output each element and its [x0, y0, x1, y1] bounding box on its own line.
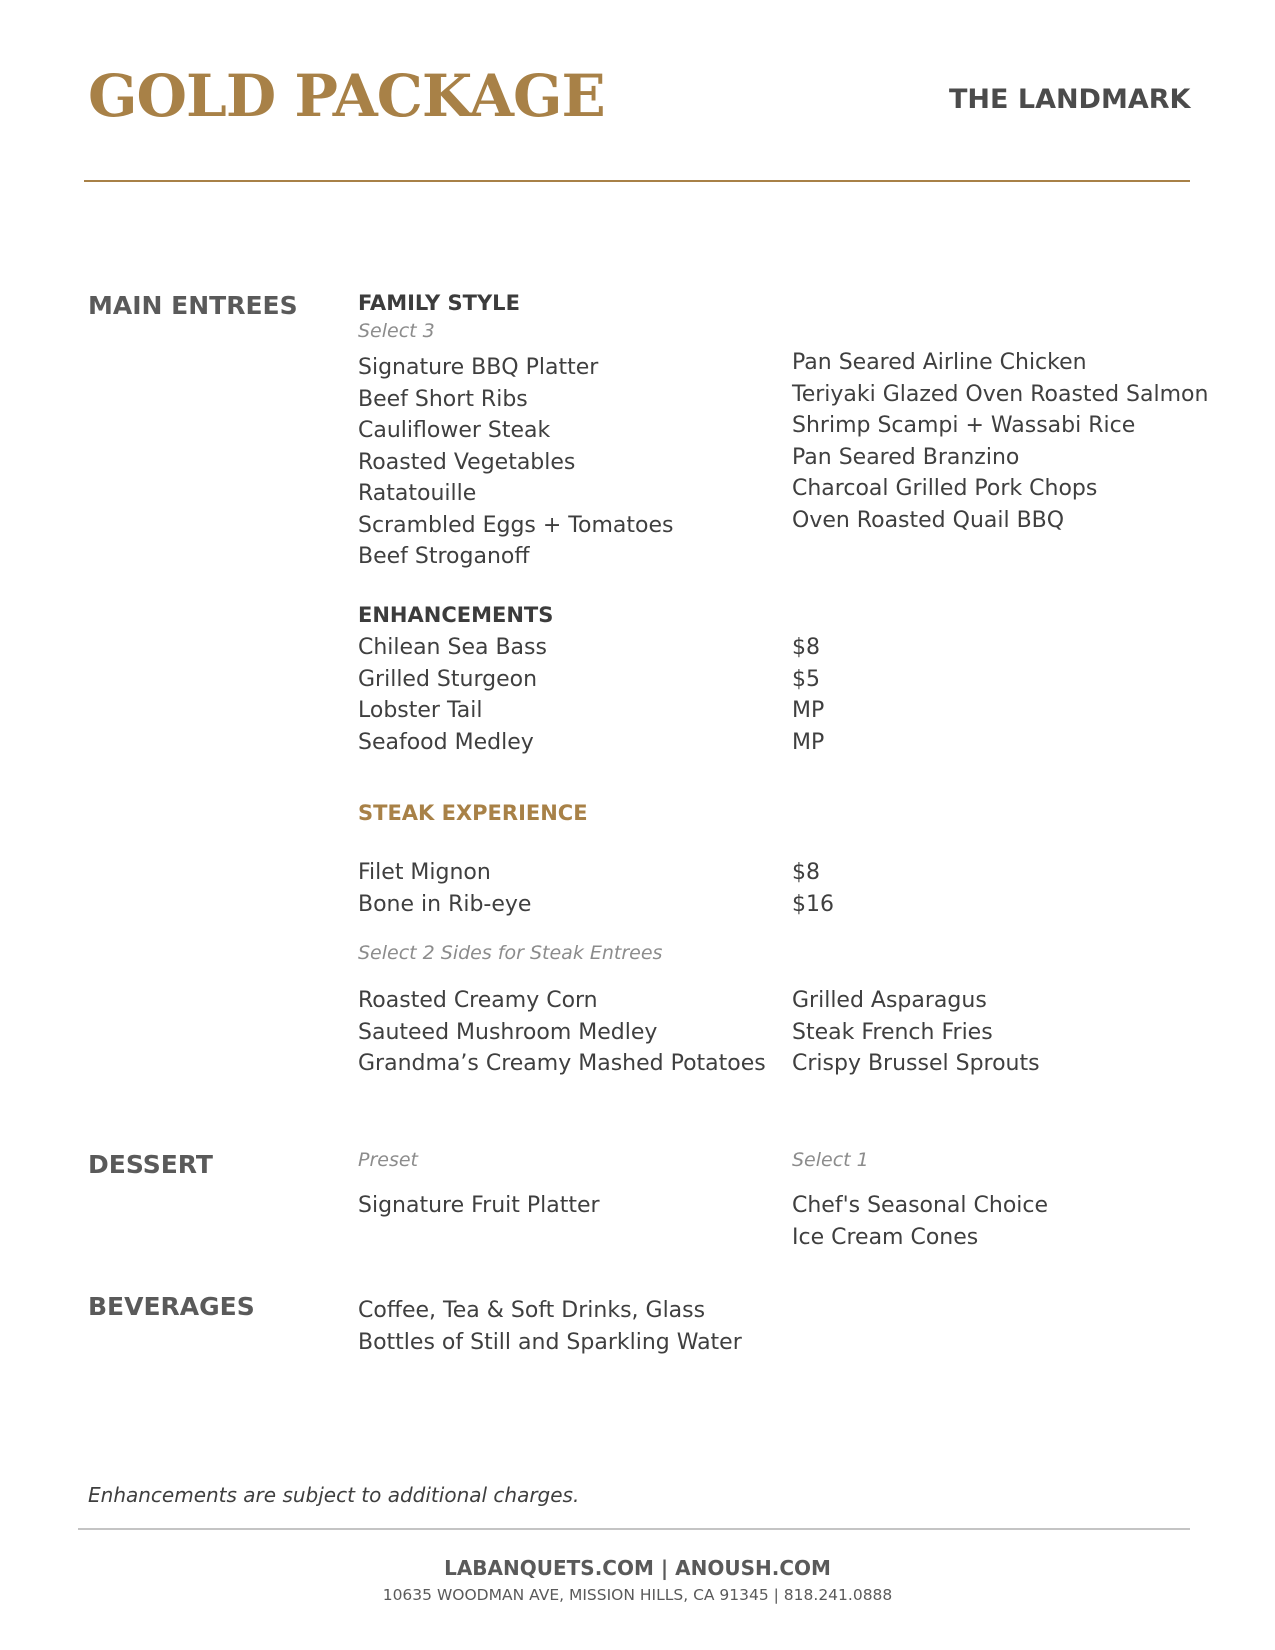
list-item: Bone in Rib-eye [358, 891, 532, 917]
enhancements-prices [792, 632, 824, 758]
list-item: Oven Roasted Quail BBQ [792, 507, 1065, 533]
price: $16 [792, 891, 834, 917]
price: MP [792, 729, 825, 755]
steak-sides-left [358, 985, 766, 1080]
family-style-list-left [358, 352, 673, 573]
beverages-list [358, 1295, 742, 1358]
price: $5 [792, 666, 820, 692]
list-item: Crispy Brussel Sprouts [792, 1051, 1040, 1076]
price: $8 [792, 635, 820, 660]
dessert-preset-list [358, 1190, 600, 1222]
enhancements-heading: ENHANCEMENTS [358, 603, 554, 627]
price: $8 [792, 860, 820, 885]
list-item: Sauteed Mushroom Medley [358, 1019, 658, 1045]
steak-sides-note: Select 2 Sides for Steak Entrees [358, 942, 663, 964]
family-style-heading: FAMILY STYLE [358, 291, 520, 315]
footer-divider [78, 1528, 1190, 1530]
list-item: Signature Fruit Platter [358, 1193, 600, 1218]
list-item: Beef Short Ribs [358, 386, 528, 412]
list-item: Shrimp Scampi + Wassabi Rice [792, 413, 1136, 438]
list-item: Lobster Tail [358, 698, 483, 723]
section-main-entrees: MAIN ENTREES [88, 291, 298, 320]
list-item: Steak French Fries [792, 1019, 993, 1045]
list-item: Ratatouille [358, 481, 477, 506]
list-item: Chilean Sea Bass [358, 635, 547, 660]
steak-sides-right [792, 985, 1040, 1080]
list-item: Coffee, Tea & Soft Drinks, Glass [358, 1298, 706, 1323]
enhancements-footnote: Enhancements are subject to additional charges. [88, 1483, 580, 1507]
dessert-preset-note: Preset [358, 1149, 418, 1171]
list-item: Cauliflower Steak [358, 418, 551, 443]
header-divider [84, 180, 1190, 182]
list-item: Grilled Sturgeon [358, 666, 538, 692]
package-title: GOLD PACKAGE [88, 62, 605, 130]
price: MP [792, 698, 825, 723]
list-item: Charcoal Grilled Pork Chops [792, 476, 1098, 501]
steak-experience-heading: STEAK EXPERIENCE [358, 801, 588, 825]
enhancements-list [358, 632, 547, 758]
list-item: Grilled Asparagus [792, 988, 987, 1013]
section-beverages: BEVERAGES [88, 1292, 255, 1321]
list-item: Signature BBQ Platter [358, 355, 599, 380]
list-item: Chef's Seasonal Choice [792, 1193, 1049, 1218]
list-item: Scrambled Eggs + Tomatoes [358, 512, 674, 538]
dessert-select-list [792, 1190, 1048, 1253]
steak-prices [792, 857, 834, 920]
list-item: Ice Cream Cones [792, 1224, 979, 1250]
list-item: Roasted Vegetables [358, 449, 576, 475]
list-item: Pan Seared Branzino [792, 444, 1020, 470]
family-style-list-right [792, 347, 1208, 536]
list-item: Pan Seared Airline Chicken [792, 350, 1087, 375]
list-item: Roasted Creamy Corn [358, 988, 598, 1013]
venue-name: THE LANDMARK [949, 84, 1191, 115]
list-item: Beef Stroganoff [358, 544, 530, 569]
footer-websites: LABANQUETS.COM | ANOUSH.COM [444, 1556, 831, 1580]
footer-address: 10635 WOODMAN AVE, MISSION HILLS, CA 91345 | 818.241.0888 [382, 1586, 893, 1604]
family-style-note: Select 3 [358, 320, 435, 342]
list-item: Bottles of Still and Sparkling Water [358, 1329, 742, 1355]
dessert-select-note: Select 1 [792, 1149, 869, 1171]
steak-list [358, 857, 531, 920]
list-item: Seafood Medley [358, 729, 534, 755]
list-item: Teriyaki Glazed Oven Roasted Salmon [792, 381, 1209, 407]
list-item: Grandma’s Creamy Mashed Potatoes [358, 1051, 766, 1076]
section-dessert: DESSERT [88, 1150, 213, 1179]
list-item: Filet Mignon [358, 860, 491, 885]
